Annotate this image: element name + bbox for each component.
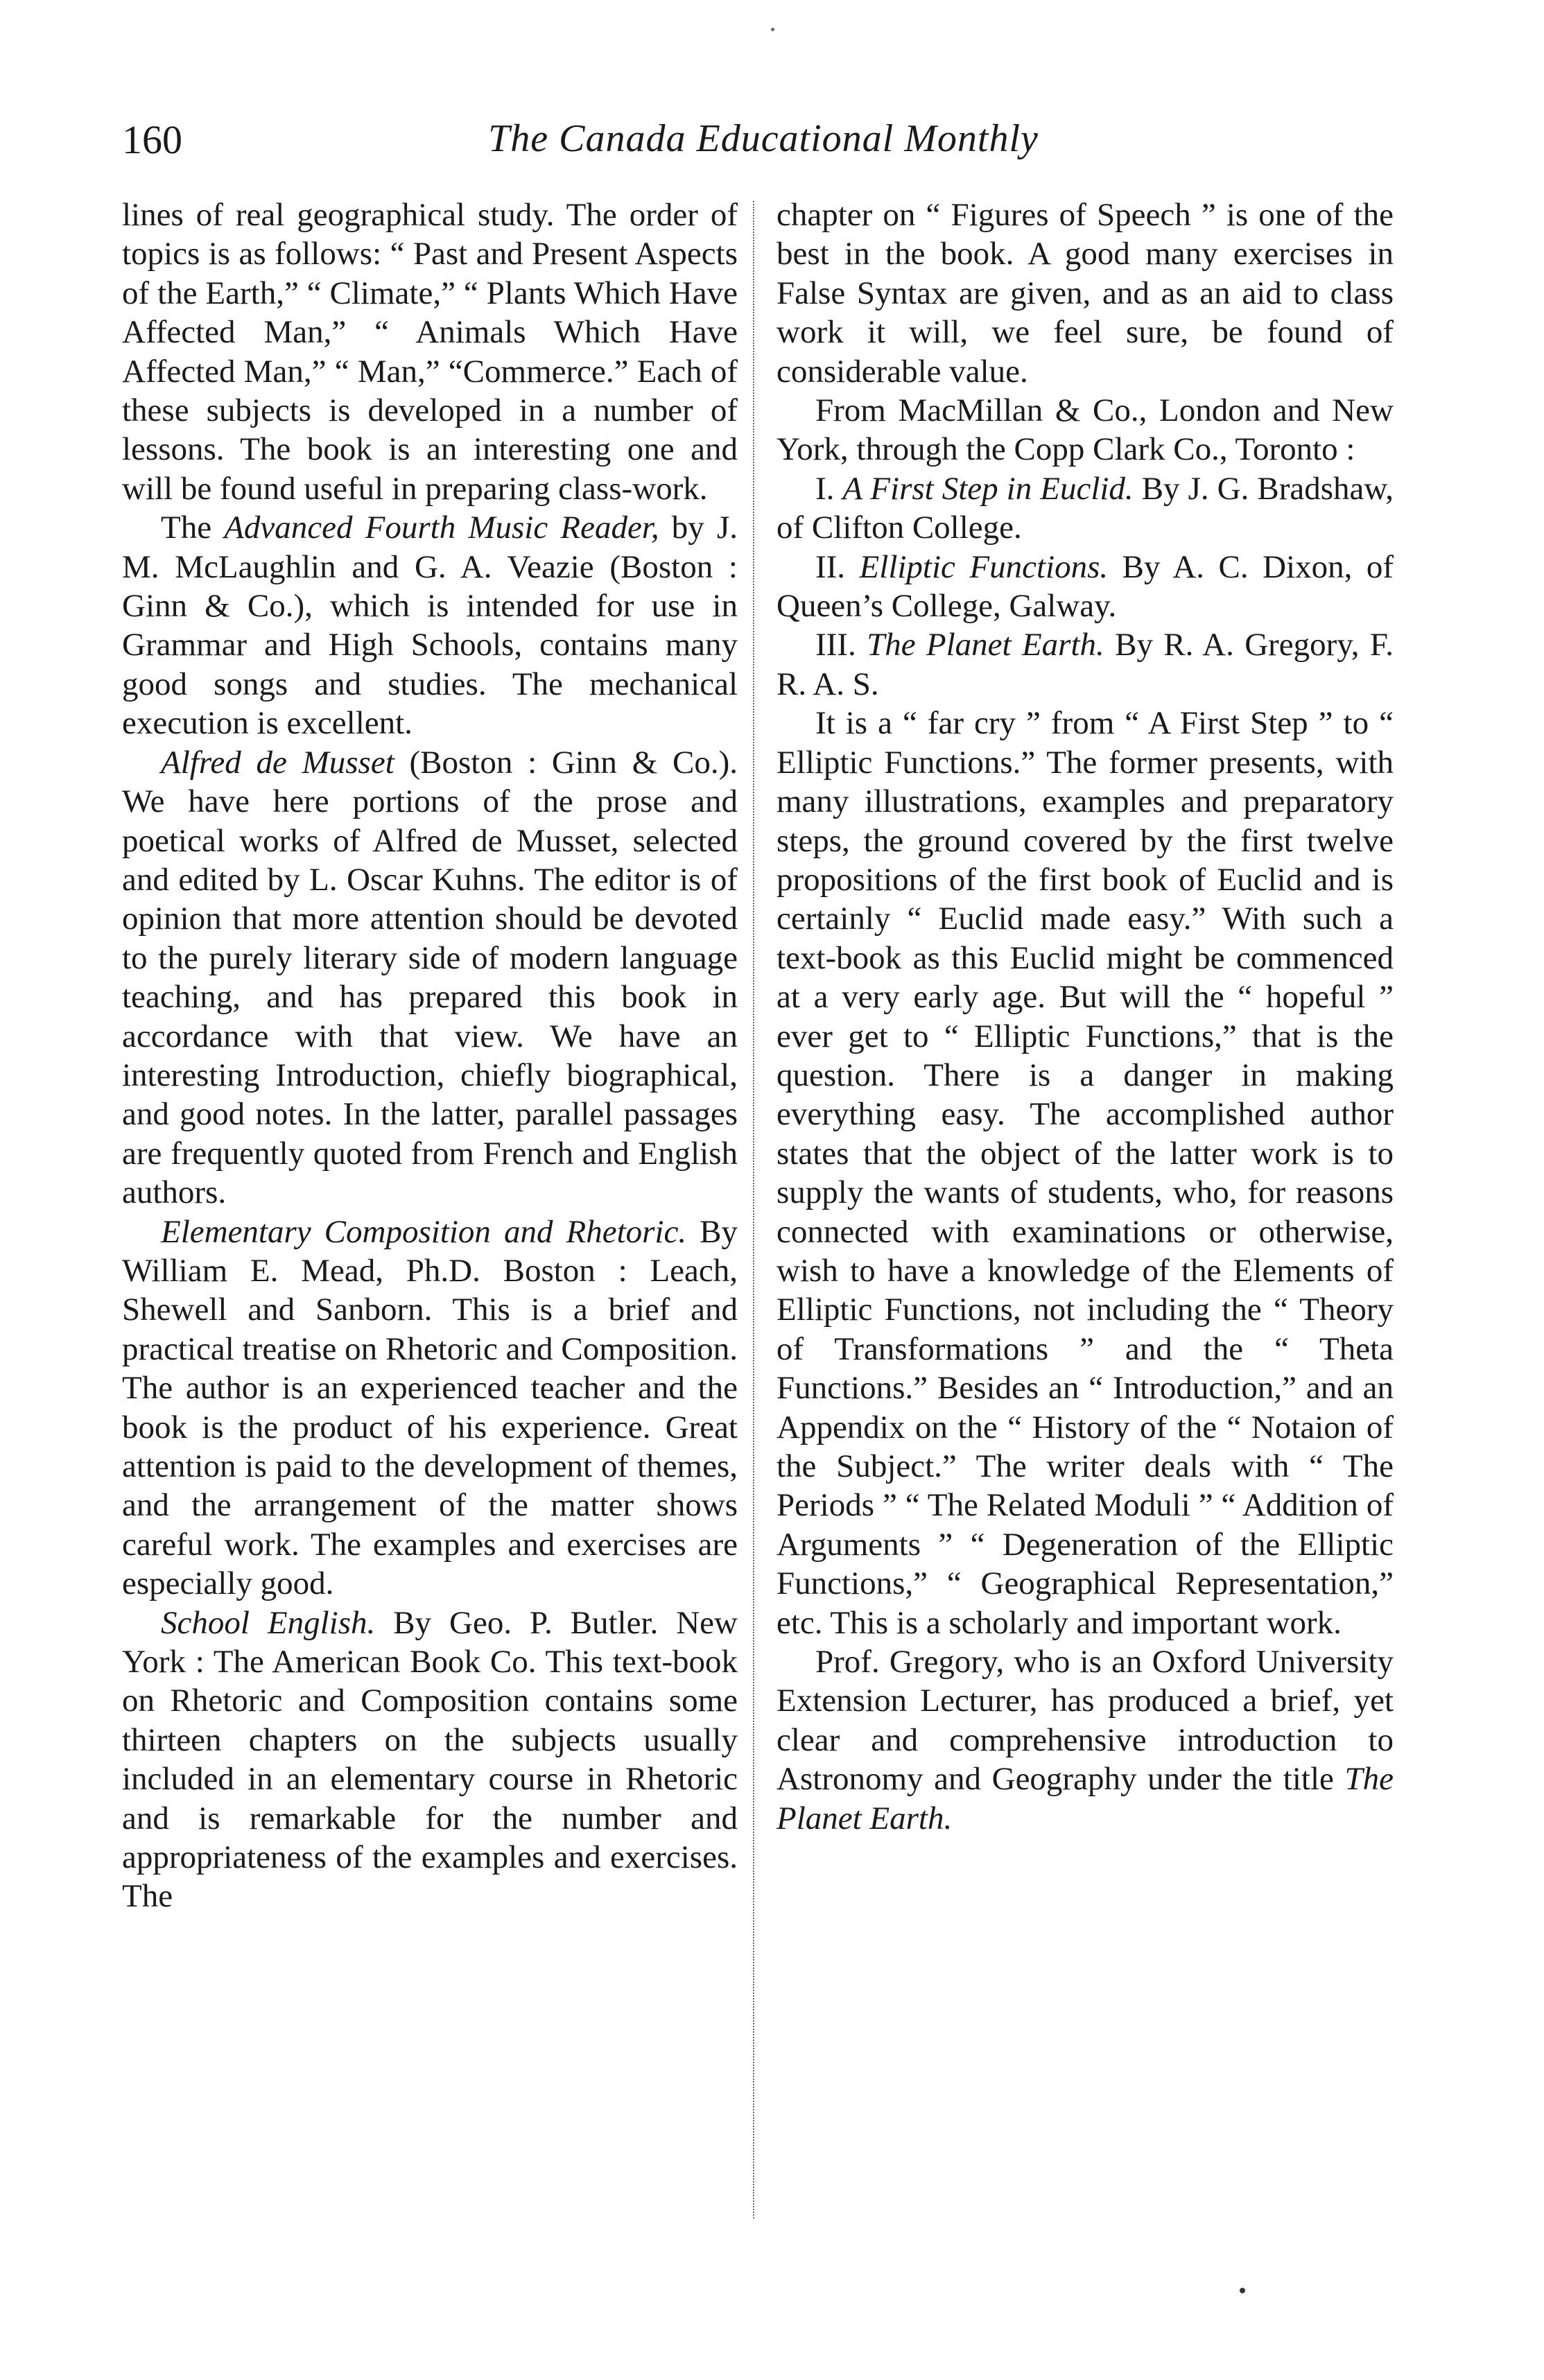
book-title: Elementary Composition and Rhetoric. [161, 1213, 687, 1250]
paragraph-text: By J. G. Bradshaw, of Clifton College. [777, 470, 1394, 546]
list-number: III. [815, 627, 867, 663]
list-number: II. [815, 548, 860, 585]
left-column [122, 196, 738, 1916]
list-item-planet-earth [777, 625, 1394, 704]
right-column [777, 196, 1394, 1838]
paragraph-macmillan [777, 391, 1394, 469]
paragraph-text: It is a “ far cry ” from “ A First Step ” to “ Elliptic Functions.” The former presents, with many illustrations, examples and preparatory steps, the ground covered by the first twelve propositions of the first book of Euclid and is certainly “ Euclid made easy.” With such a text-book as this Euclid might be commenced at a very early age. But will the “ hopeful ” ever get to “ Elliptic Functions,” that is the question. There is a danger in making everything easy. The accomplished author states that the object of the latter work is to supply the wants of students, who, for reasons connected with examinations or otherwise, wish to have a knowledge of the Elements of Elliptic Functions, not including the “ Theory of Transformations ” and the “ Theta Functions.” Besides an “ Introduction,” and an Appendix on the “ History of the “ Notaion of the Subject.” The writer deals with “ The Periods ” “ The Related Moduli ” “ Addition of Arguments ” “ Degeneration of the Elliptic Functions,” “ Geographical Representation,” etc. This is a scholarly and important work. [777, 705, 1394, 1641]
paragraph-school-english [122, 1604, 738, 1916]
book-title: Elliptic Functions. [859, 548, 1109, 585]
list-item-first-step [777, 469, 1394, 548]
paragraph-text: By Geo. P. Butler. New York : The American Book Co. This text-book on Rhetoric and Composition contains some thirteen chapters on the subjects usually included in an elementary course in Rhetoric and is remarkable for the number and appropriateness of the examples and exercises. The [122, 1604, 738, 1915]
page-header [122, 116, 1405, 165]
paragraph-text: By A. C. Dixon, of Queen’s College, Galway. [777, 548, 1394, 625]
list-item-elliptic-functions [777, 548, 1394, 626]
paragraph-text: chapter on “ Figures of Speech ” is one of the best in the book. A good many exercises in False Syntax are given, and as an aid to class work it will, we feel sure, be found of considerable value. [777, 197, 1394, 390]
page-number: 160 [122, 117, 182, 162]
list-number: I. [815, 470, 843, 507]
paragraph-geography-topics [122, 196, 738, 508]
paragraph-text: By William E. Mead, Ph.D. Boston : Leach, Shewell and Sanborn. This is a brief and practical treatise on Rhetoric and Composition. The author is an experienced teacher and the book is the product of his experience. Great attention is paid to the development of themes, and the arrangement of the matter shows careful work. The examples and exercises are especially good. [122, 1213, 738, 1602]
paragraph-alfred-de-musset [122, 743, 738, 1213]
paragraph-text: (Boston : Ginn & Co.). We have here portions of the prose and poetical works of Alfred de Musset, selected and edited by L. Oscar Kuhns. The editor is of opinion that more attention should be devoted to the purely literary side of modern language teaching, and has prepared this book in accordance with that view. We have an interesting Introduction, chiefly biographical, and good notes. In the latter, parallel passages are frequently quoted from French and English authors. [122, 744, 738, 1211]
paragraph-text: by J. M. McLaughlin and G. A. Veazie (Boston : Ginn & Co.), which is intended for use in Grammar and High Schools, contains many good songs and studies. The mechanical execution is excellent. [122, 510, 738, 742]
print-speck [1240, 2288, 1245, 2293]
book-title: The Planet Earth. [867, 627, 1104, 663]
paragraph-text: The [161, 510, 225, 546]
book-title: Alfred de Musset [161, 744, 394, 781]
paragraph-music-reader [122, 508, 738, 742]
paragraph-figures-of-speech [777, 196, 1394, 391]
paragraph-text: By R. A. Gregory, F. R. A. S. [777, 627, 1394, 702]
paragraph-far-cry [777, 704, 1394, 1642]
book-title: Advanced Fourth Music Reader, [224, 510, 659, 546]
paragraph-prof-gregory [777, 1642, 1394, 1838]
paragraph-text: lines of real geographical study. The order of topics is as follows: “ Past and Present Aspects of the Earth,” “ Climate,” “ Plants Which Have Affected Man,” “ Animals Which Have Affected Man,” “ Man,” “Commerce.” Each of these subjects is developed in a number of lessons. The book is an interesting one and will be found useful in preparing class-work. [122, 197, 738, 507]
book-title: School English. [161, 1604, 376, 1641]
column-divider [753, 201, 754, 2218]
running-head: The Canada Educational Monthly [488, 117, 1039, 160]
print-speck [771, 28, 774, 31]
paragraph-text: From MacMillan & Co., London and New York, through the Copp Clark Co., Toronto : [777, 392, 1394, 468]
paragraph-text: Prof. Gregory, who is an Oxford University Extension Lecturer, has produced a brief, yet clear and comprehensive introduction to Astronomy and Geography under the title [777, 1644, 1394, 1798]
paragraph-elementary-composition [122, 1213, 738, 1604]
book-title: The Planet Earth. [777, 1761, 1394, 1836]
book-title: A First Step in Euclid. [842, 470, 1134, 507]
